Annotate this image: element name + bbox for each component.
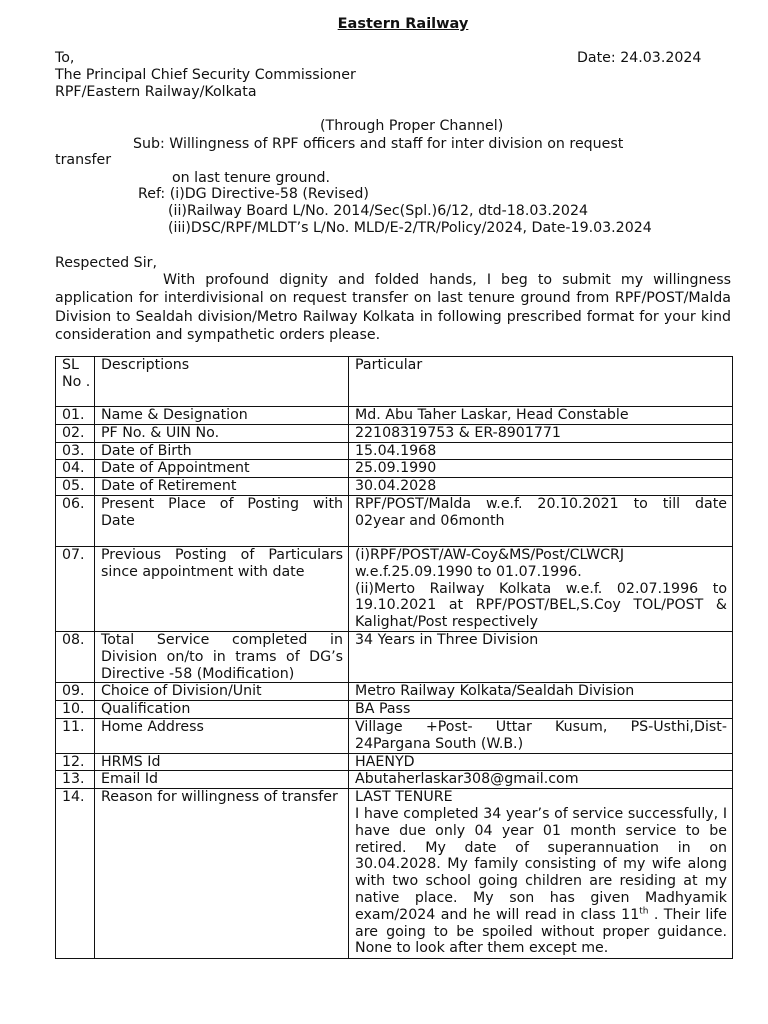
row-description: Reason for willingness of transfer bbox=[95, 789, 349, 959]
header-descriptions: Descriptions bbox=[95, 357, 349, 407]
row-value: 22108319753 & ER-8901771 bbox=[349, 424, 733, 442]
reference-line-1: Ref: (i)DG Directive-58 (Revised) bbox=[138, 186, 369, 202]
row-sl: 05. bbox=[56, 478, 95, 496]
subject-line-2: transfer bbox=[55, 152, 112, 168]
row-description: Present Place of Posting with Date bbox=[95, 495, 349, 546]
addressee-line-2: RPF/Eastern Railway/Kolkata bbox=[55, 84, 257, 100]
to-label: To, bbox=[55, 50, 75, 66]
row-description: Total Service completed in Division on/to in trams of DG’s Directive -58 (Modification) bbox=[95, 631, 349, 682]
row-value: Abutaherlaskar308@gmail.com bbox=[349, 771, 733, 789]
row-value: 34 Years in Three Division bbox=[349, 631, 733, 682]
reason-superscript: th bbox=[639, 905, 649, 916]
row-value: Metro Railway Kolkata/Sealdah Division bbox=[349, 683, 733, 701]
table-row bbox=[56, 789, 733, 959]
reference-line-3: (iii)DSC/RPF/MLDT’s L/No. MLD/E-2/TR/Policy/2024, Date-19.03.2024 bbox=[168, 220, 652, 236]
table-row bbox=[56, 701, 733, 719]
row-description: Choice of Division/Unit bbox=[95, 683, 349, 701]
row-value: Md. Abu Taher Laskar, Head Constable bbox=[349, 407, 733, 425]
row-description: Qualification bbox=[95, 701, 349, 719]
reason-text-part-1: I have completed 34 year’s of service successfully, I have due only 04 year 01 month service to be retired. My date of superannuation in on 30.04.2028. My family consisting of my wife along with two school going children are residing at my native place. My son has given Madhyamik exam/2024 and he will read in class 11 bbox=[355, 805, 727, 923]
row-sl: 07. bbox=[56, 546, 95, 631]
table-row bbox=[56, 771, 733, 789]
row-value: 25.09.1990 bbox=[349, 460, 733, 478]
row-sl: 08. bbox=[56, 631, 95, 682]
header-particular: Particular bbox=[349, 357, 733, 407]
salutation: Respected Sir, bbox=[55, 255, 157, 271]
body-paragraph bbox=[55, 271, 731, 344]
header-sl: SL No . bbox=[56, 357, 95, 407]
row-description: Date of Retirement bbox=[95, 478, 349, 496]
row-description: Previous Posting of Particulars since appointment with date bbox=[95, 546, 349, 631]
details-table bbox=[55, 356, 733, 959]
letter-date: Date: 24.03.2024 bbox=[577, 50, 702, 66]
table-row bbox=[56, 407, 733, 425]
row-sl: 09. bbox=[56, 683, 95, 701]
table-row bbox=[56, 753, 733, 771]
row-sl: 03. bbox=[56, 442, 95, 460]
row-description: Date of Birth bbox=[95, 442, 349, 460]
row-sl: 06. bbox=[56, 495, 95, 546]
channel-note: (Through Proper Channel) bbox=[320, 118, 504, 134]
row-value: Village +Post- Uttar Kusum, PS-Usthi,Dist-24Pargana South (W.B.) bbox=[349, 718, 733, 753]
table-row bbox=[56, 546, 733, 631]
row-value: 30.04.2028 bbox=[349, 478, 733, 496]
row-sl: 11. bbox=[56, 718, 95, 753]
reason-heading: LAST TENURE bbox=[355, 789, 453, 806]
row-description: Name & Designation bbox=[95, 407, 349, 425]
subject-line-3: on last tenure ground. bbox=[172, 170, 331, 186]
row-value: BA Pass bbox=[349, 701, 733, 719]
table-row bbox=[56, 631, 733, 682]
row-description: HRMS Id bbox=[95, 753, 349, 771]
table-row bbox=[56, 460, 733, 478]
row-value: RPF/POST/Malda w.e.f. 20.10.2021 to till date 02year and 06month bbox=[349, 495, 733, 546]
table-row bbox=[56, 495, 733, 546]
row-description: Home Address bbox=[95, 718, 349, 753]
table-header-row bbox=[56, 357, 733, 407]
previous-posting-2: (ii)Merto Railway Kolkata w.e.f. 02.07.1996 to 19.10.2021 at RPF/POST/BEL,S.Coy TOL/POST & Kalighat/Post respectively bbox=[355, 580, 727, 631]
table-row bbox=[56, 478, 733, 496]
subject-line-1: Sub: Willingness of RPF officers and staff for inter division on request bbox=[133, 136, 624, 152]
row-value bbox=[349, 546, 733, 631]
table-row bbox=[56, 718, 733, 753]
row-description: Date of Appointment bbox=[95, 460, 349, 478]
row-sl: 12. bbox=[56, 753, 95, 771]
row-sl: 14. bbox=[56, 789, 95, 959]
reason-text-part-2: . Their life are going to be spoiled without proper guidance. None to look after them except me. bbox=[355, 906, 727, 957]
table-row bbox=[56, 424, 733, 442]
row-sl: 01. bbox=[56, 407, 95, 425]
row-sl: 02. bbox=[56, 424, 95, 442]
table-row bbox=[56, 683, 733, 701]
reason-text bbox=[355, 806, 727, 957]
row-description: Email Id bbox=[95, 771, 349, 789]
letter-title: Eastern Railway bbox=[337, 16, 469, 32]
reference-line-2: (ii)Railway Board L/No. 2014/Sec(Spl.)6/12, dtd-18.03.2024 bbox=[168, 203, 588, 219]
row-value: 15.04.1968 bbox=[349, 442, 733, 460]
row-sl: 13. bbox=[56, 771, 95, 789]
previous-posting-1: (i)RPF/POST/AW-Coy&MS/Post/CLWCRJ w.e.f.25.09.1990 to 01.07.1996. bbox=[355, 546, 625, 580]
row-value bbox=[349, 789, 733, 959]
table-row bbox=[56, 442, 733, 460]
body-text: With profound dignity and folded hands, I beg to submit my willingness application for interdivisional on request transfer on last tenure ground from RPF/POST/Malda Division to Sealdah division/Metro Railway Kolkata in following prescribed format for your kind consideration and sympathetic orders please. bbox=[55, 272, 731, 343]
row-sl: 10. bbox=[56, 701, 95, 719]
addressee-line-1: The Principal Chief Security Commissioner bbox=[55, 67, 356, 83]
row-value: HAENYD bbox=[349, 753, 733, 771]
row-sl: 04. bbox=[56, 460, 95, 478]
row-description: PF No. & UIN No. bbox=[95, 424, 349, 442]
